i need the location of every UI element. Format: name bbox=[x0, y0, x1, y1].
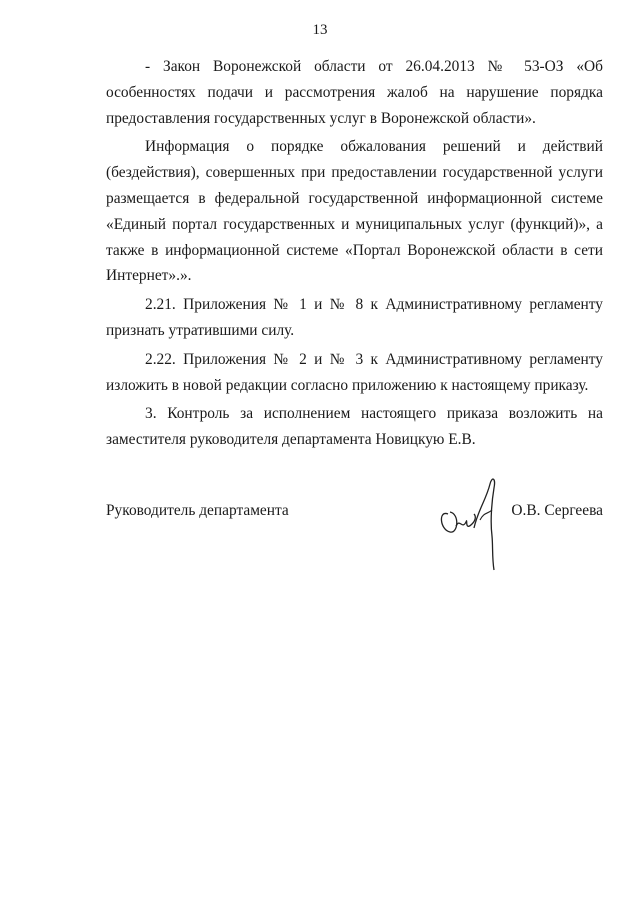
signature-block bbox=[106, 470, 603, 580]
handwritten-signature bbox=[436, 470, 516, 580]
paragraph-appeal-information: Информация о порядке обжалования решений и действий (бездействия), совершенных при предоставлении государственной услуги размещается в федеральной государственной информационной системе «Единый портал государственных и муниципальных услуг (функций)», а также в информационной системе «Портал Воронежской области в сети Интернет».». bbox=[106, 138, 603, 285]
signatory-name: О.В. Сергеева bbox=[511, 502, 603, 519]
page-number: 13 bbox=[312, 22, 328, 38]
paragraph-law-reference: - Закон Воронежской области от 26.04.2013 № 53-ОЗ «Об особенностях подачи и рассмотрения жалоб на нарушение порядка предоставления государственных услуг в Воронежской области». bbox=[106, 58, 603, 127]
signatory-title: Руководитель департамента bbox=[106, 502, 289, 519]
document-body bbox=[106, 54, 603, 453]
paragraph-clause-3: 3. Контроль за исполнением настоящего приказа возложить на заместителя руководителя департамента Новицкую Е.В. bbox=[106, 405, 603, 449]
paragraph-clause-2-21: 2.21. Приложения № 1 и № 8 к Административному регламенту признать утратившими силу. bbox=[106, 296, 603, 339]
paragraph-clause-2-22: 2.22. Приложения № 2 и № 3 к Административному регламенту изложить в новой редакции согласно приложению к настоящему приказу. bbox=[106, 350, 603, 394]
